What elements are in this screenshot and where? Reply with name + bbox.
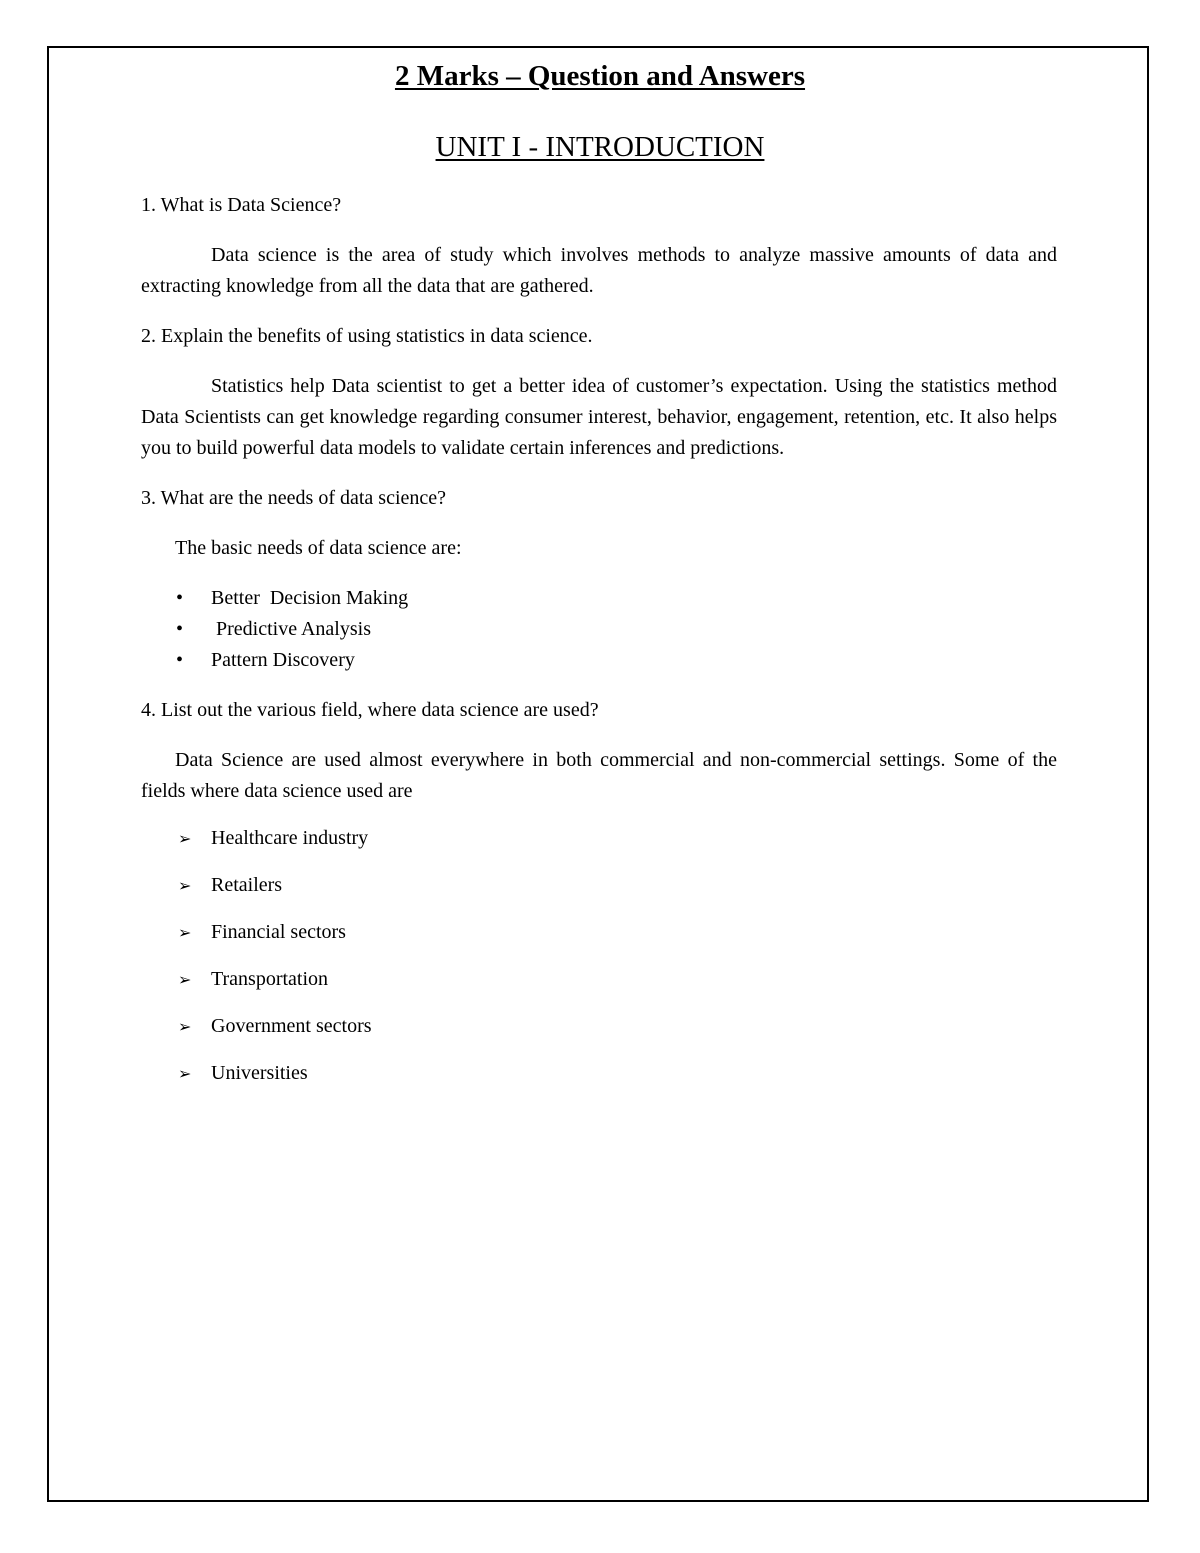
document-body — [141, 190, 1057, 1105]
page-title: 2 Marks – Question and Answers — [394, 60, 806, 92]
arrowhead-icon: ➢ — [178, 1017, 192, 1036]
answer-2: Statistics help Data scientist to get a better idea of customer’s expectation. Using the statistics method Data Scientists can get knowledge regarding consumer interest, behavior, engagement, retention, etc. It also helps you to build powerful data models to validate certain inferences and predictions. — [141, 375, 1057, 459]
question-2: 2. Explain the benefits of using statistics in data science. — [141, 325, 593, 347]
bullet-icon: • — [176, 587, 184, 609]
fields-list — [141, 823, 1057, 1089]
list-item: • Predictive Analysis — [141, 614, 1057, 645]
question-4: 4. List out the various field, where data science are used? — [141, 699, 599, 721]
list-item: ➢ Transportation — [141, 964, 1057, 995]
question-1: 1. What is Data Science? — [141, 194, 342, 216]
needs-list — [141, 583, 1057, 676]
arrowhead-icon: ➢ — [178, 876, 192, 895]
answer-4-intro: Data Science are used almost everywhere in both commercial and non-commercial settings. Some of the fields where data science used are — [141, 749, 1057, 802]
list-item: ➢ Universities — [141, 1058, 1057, 1089]
list-item: ➢ Retailers — [141, 870, 1057, 901]
list-item: • Better Decision Making — [141, 583, 1057, 614]
question-3: 3. What are the needs of data science? — [141, 487, 447, 509]
list-item: • Pattern Discovery — [141, 645, 1057, 676]
list-item: ➢ Financial sectors — [141, 917, 1057, 948]
bullet-icon: • — [176, 649, 184, 671]
arrowhead-icon: ➢ — [178, 970, 192, 989]
list-item: ➢ Healthcare industry — [141, 823, 1057, 854]
list-item: ➢ Government sectors — [141, 1011, 1057, 1042]
arrowhead-icon: ➢ — [178, 923, 192, 942]
answer-3-intro: The basic needs of data science are: — [175, 537, 462, 559]
arrowhead-icon: ➢ — [178, 1064, 192, 1083]
bullet-icon: • — [176, 618, 184, 640]
unit-title: UNIT I - INTRODUCTION — [435, 131, 765, 163]
arrowhead-icon: ➢ — [178, 829, 192, 848]
answer-1: Data science is the area of study which involves methods to analyze massive amounts of data and extracting knowledge from all the data that are gathered. — [141, 244, 1057, 297]
